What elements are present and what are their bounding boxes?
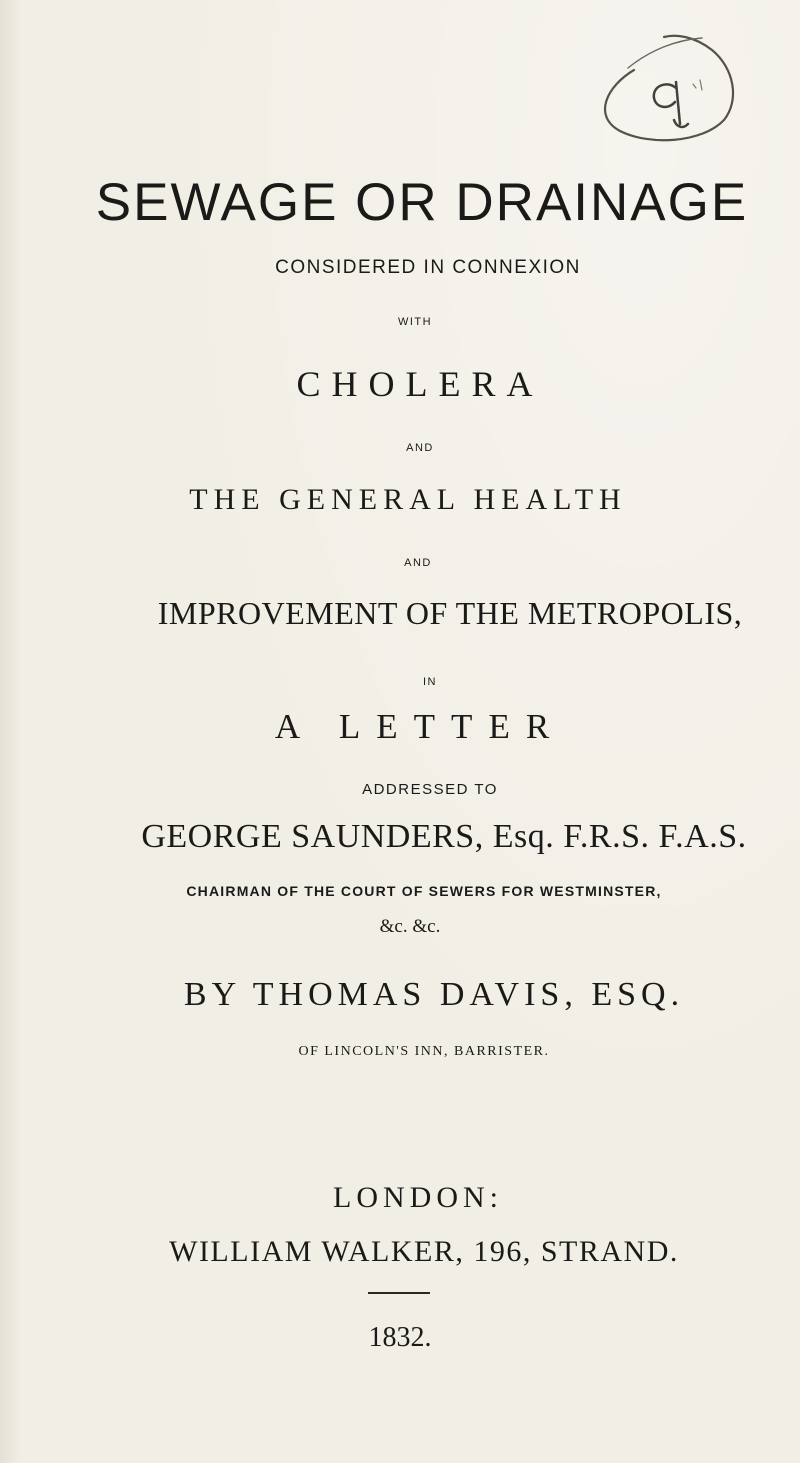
subject-general-health: THE GENERAL HEALTH <box>189 483 627 516</box>
author-affiliation: OF LINCOLN'S INN, BARRISTER. <box>298 1044 550 1059</box>
recipient-name: GEORGE SAUNDERS, Esq. F.R.S. F.A.S. <box>141 818 747 855</box>
subtitle-considered: CONSIDERED IN CONNEXION <box>275 257 581 278</box>
addressed-to: ADDRESSED TO <box>362 781 498 798</box>
author-name: BY THOMAS DAVIS, ESQ. <box>183 976 685 1013</box>
connector-in: IN <box>423 676 437 688</box>
book-title: SEWAGE OR DRAINAGE <box>95 173 749 232</box>
imprint-divider <box>368 1292 430 1294</box>
connector-and-1: AND <box>406 442 434 454</box>
connector-with: WITH <box>397 316 433 328</box>
imprint-year: 1832. <box>368 1322 432 1353</box>
form-a-letter: A LETTER <box>274 707 566 746</box>
connector-and-2: AND <box>404 557 432 569</box>
recipient-etc: &c. &c. <box>379 916 441 937</box>
recipient-title: CHAIRMAN OF THE COURT OF SEWERS FOR WESTMINSTER, <box>186 883 662 899</box>
circular-pencil-mark-icon <box>572 28 742 148</box>
imprint-place: LONDON: <box>333 1181 503 1214</box>
subject-improvement: IMPROVEMENT OF THE METROPOLIS, <box>157 595 743 631</box>
imprint-publisher: WILLIAM WALKER, 196, STRAND. <box>169 1235 679 1268</box>
subject-cholera: CHOLERA <box>296 364 544 404</box>
